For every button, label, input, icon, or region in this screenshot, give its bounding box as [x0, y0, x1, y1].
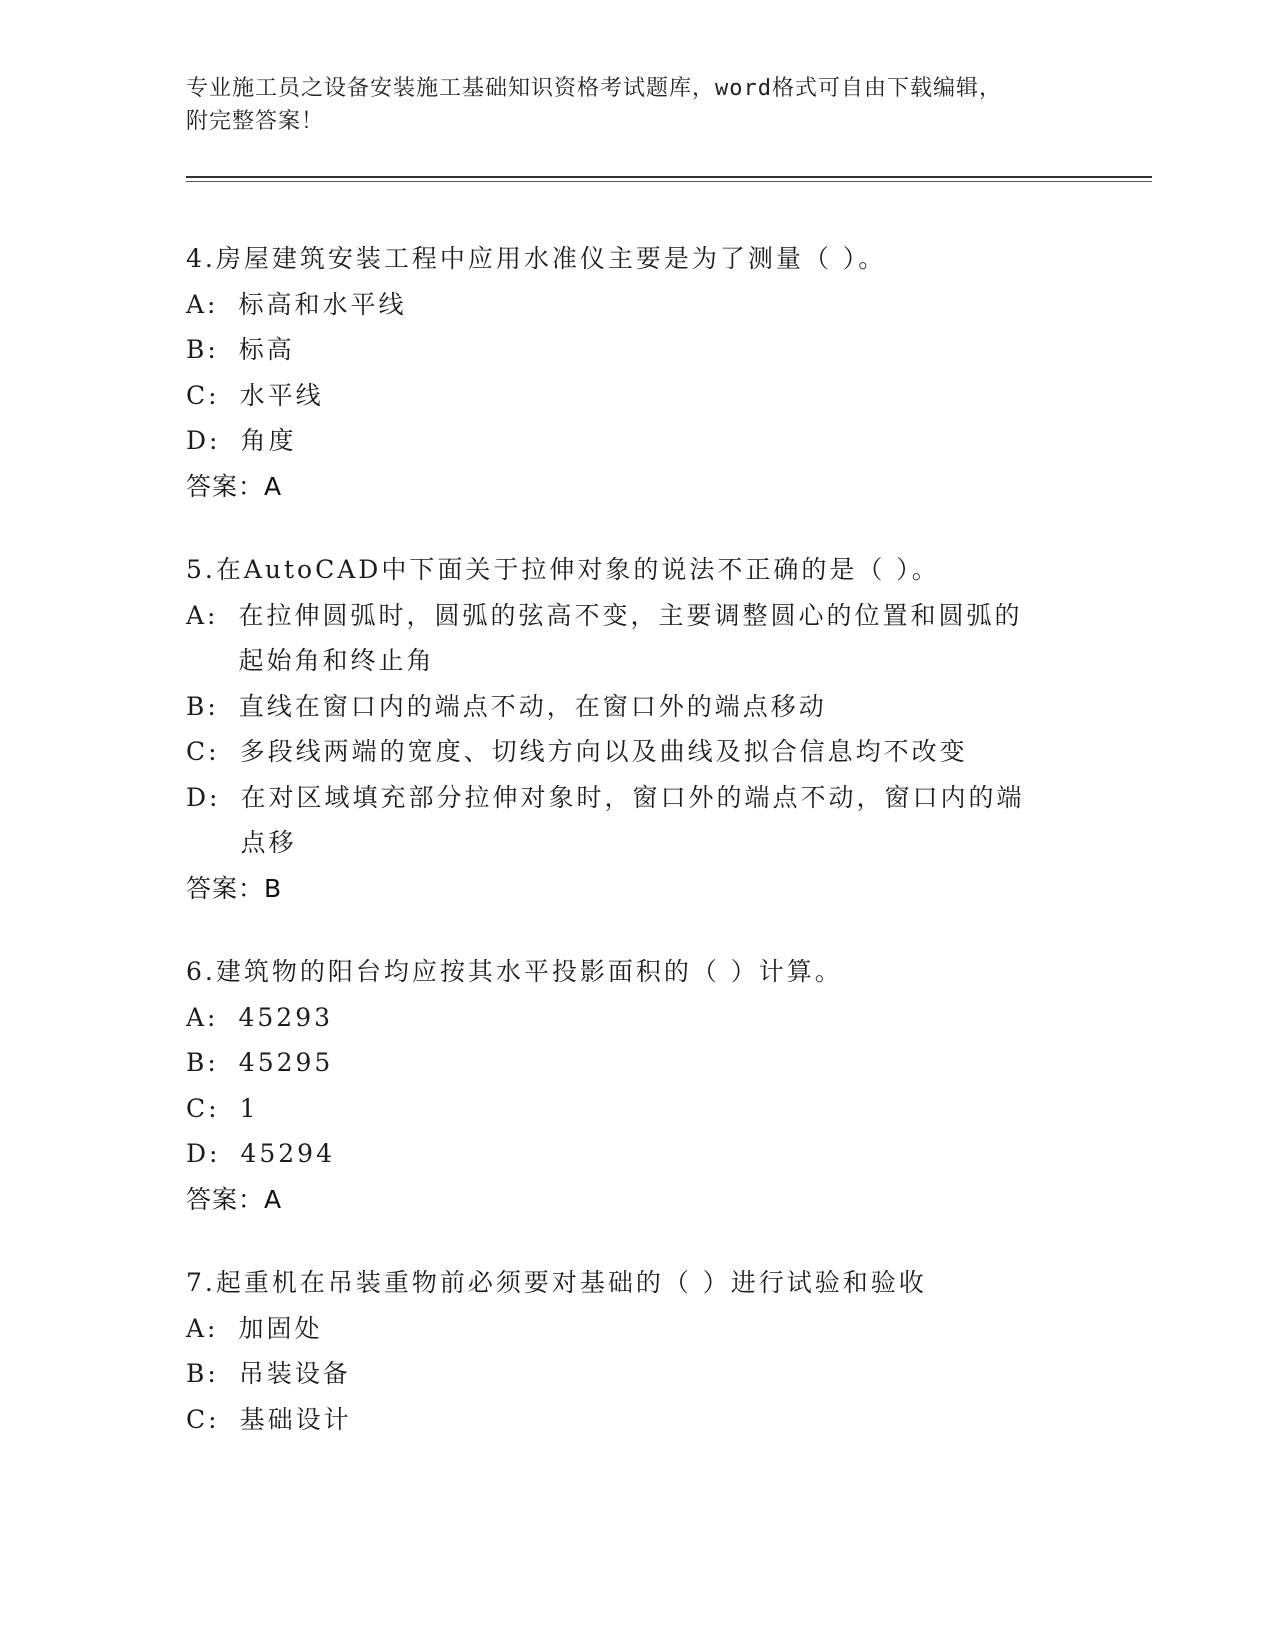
question-stem: 7.起重机在吊装重物前必须要对基础的（ ）进行试验和验收 — [186, 1268, 927, 1297]
option-c — [186, 373, 1086, 419]
option-c — [186, 729, 1086, 775]
question-stem: 6.建筑物的阳台均应按其水平投影面积的（ ）计算。 — [186, 957, 843, 986]
question-list — [186, 236, 1086, 1480]
header-divider-thin — [186, 181, 1152, 182]
answer-value: A — [264, 471, 283, 501]
question-stem: 4.房屋建筑安装工程中应用水准仪主要是为了测量（ ）。 — [186, 244, 887, 273]
option-d — [186, 775, 1086, 866]
option-text: 基础设计 — [239, 1404, 352, 1434]
option-text: 角度 — [240, 426, 297, 455]
option-d — [186, 418, 1086, 464]
header-line-2: 附完整答案！ — [186, 109, 325, 134]
header-line-1: 专业施工员之设备安装施工基础知识资格考试题库，word格式可自由下载编辑， — [186, 76, 1002, 101]
option-key: B: — [186, 335, 219, 364]
question-4 — [186, 236, 1086, 509]
option-text: 45293 — [238, 1002, 334, 1032]
option-text: 在对区域填充部分拉伸对象时，窗口外的端点不动，窗口内的端点移 — [240, 782, 1025, 857]
option-text: 加固处 — [238, 1313, 323, 1343]
option-text: 水平线 — [239, 380, 324, 410]
answer-label: 答案： — [186, 471, 265, 501]
answer-label: 答案： — [186, 873, 265, 903]
option-text: 在拉伸圆弧时，圆弧的弦高不变，主要调整圆心的位置和圆弧的起始角和终止角 — [238, 600, 1023, 675]
option-c — [186, 1086, 1086, 1132]
option-text: 直线在窗口内的端点不动，在窗口外的端点移动 — [238, 691, 827, 721]
option-key: A: — [186, 1002, 219, 1032]
option-a — [186, 593, 1086, 684]
document-header — [186, 72, 1066, 138]
option-key: D: — [186, 1139, 221, 1168]
option-text: 标高和水平线 — [238, 289, 407, 319]
option-a — [186, 995, 1086, 1041]
option-key: C: — [186, 380, 220, 410]
option-c — [186, 1397, 1086, 1443]
question-6 — [186, 949, 1086, 1222]
option-text: 45294 — [240, 1139, 335, 1168]
answer-line — [186, 464, 1086, 510]
answer-value: A — [264, 1184, 283, 1214]
option-key: B: — [186, 1359, 219, 1388]
option-b — [186, 1351, 1086, 1397]
option-text: 标高 — [238, 335, 295, 364]
question-7 — [186, 1260, 1086, 1442]
answer-line — [186, 866, 1086, 912]
option-key: B: — [186, 1048, 219, 1077]
option-b — [186, 327, 1086, 373]
option-b — [186, 1040, 1086, 1086]
header-divider-thick — [186, 176, 1152, 178]
option-text: 1 — [239, 1093, 259, 1123]
option-text: 45295 — [238, 1048, 334, 1077]
option-b — [186, 684, 1086, 730]
option-key: A: — [186, 1313, 219, 1343]
option-a — [186, 1306, 1086, 1352]
option-key: C: — [186, 1404, 220, 1434]
option-key: C: — [186, 737, 220, 766]
option-text: 吊装设备 — [238, 1359, 351, 1388]
answer-line — [186, 1177, 1086, 1223]
option-a — [186, 282, 1086, 328]
answer-value: B — [264, 873, 283, 903]
question-stem: 5.在AutoCAD中下面关于拉伸对象的说法不正确的是（ ）。 — [186, 555, 940, 584]
question-5 — [186, 547, 1086, 911]
option-key: D: — [186, 782, 221, 812]
option-text: 多段线两端的宽度、切线方向以及曲线及拟合信息均不改变 — [239, 737, 968, 766]
option-key: B: — [186, 691, 219, 721]
option-key: D: — [186, 426, 221, 455]
option-key: C: — [186, 1093, 220, 1123]
option-d — [186, 1131, 1086, 1177]
option-key: A: — [186, 289, 219, 319]
answer-label: 答案： — [186, 1184, 265, 1214]
option-key: A: — [186, 600, 219, 630]
